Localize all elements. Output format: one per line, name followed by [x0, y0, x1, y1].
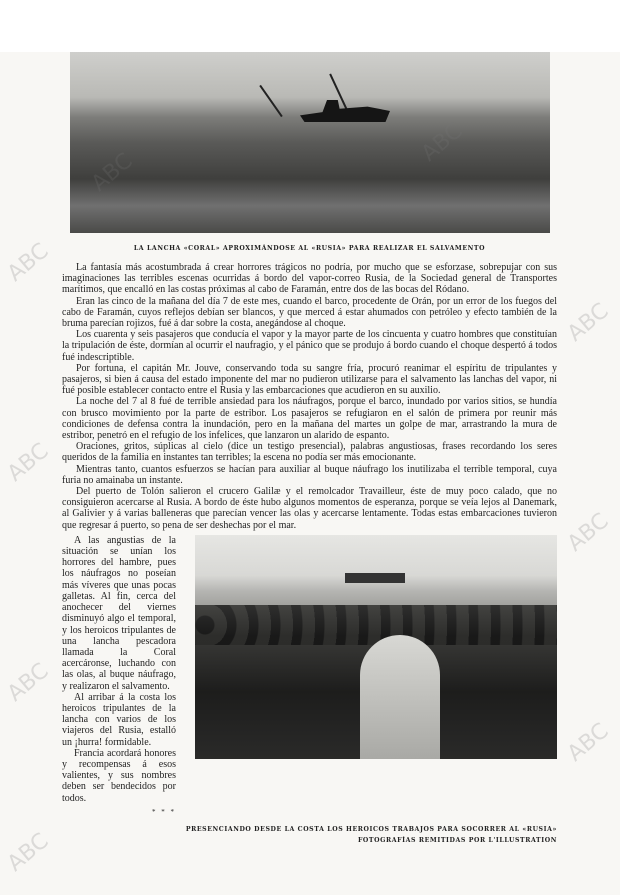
- paragraph: Del puerto de Tolón salieron el crucero Galilæ y el remolcador Travailleur, éste de muy poco calado, que no consiguieron acercarse al Rusia. A bordo de éste hubo algunos momentos de esperanza, porque se veía lejos al Danemark, al Galivier y á varias balleneras que parecían vencer las olas y acercarse lentamente. Todas estas embarcaciones tuvieron que regresar á puerto, so pena de ser deshechas por el mar.: [62, 486, 557, 531]
- watermark: ABC: [416, 118, 468, 167]
- watermark: ABC: [562, 508, 614, 557]
- end-mark: * * *: [152, 807, 176, 816]
- caption-top-photo: LA LANCHA «CORAL» APROXIMÁNDOSE AL «RUSIA» PARA REALIZAR EL SALVAMENTO: [133, 245, 486, 252]
- paragraph: Mientras tanto, cuantos esfuerzos se hacían para auxiliar al buque náufrago los inutilizaba el terrible temporal, cuya furia no amainaba un instante.: [62, 463, 557, 486]
- photo-credit: FOTOGRAFÍAS REMITIDAS POR L'ILLUSTRATION: [357, 836, 557, 844]
- watermark: ABC: [2, 238, 54, 287]
- watermark: ABC: [2, 438, 54, 487]
- photo-crowd-on-coast: [195, 535, 557, 759]
- paragraph: Los cuarenta y seis pasajeros que conducía el vapor y la mayor parte de los cincuenta y cuatro hombres que constituían la tripulación de éste, dormían al ocurrir el naufragio, y el pánico que se produjo á bordo cuando el choque despertó á todos fué indescriptible.: [62, 329, 557, 363]
- paragraph: La fantasía más acostumbrada á crear horrores trágicos no podría, por mucho que se esforzase, sobrepujar con sus imaginaciones las terribles escenas ocurridas á bordo del vapor-correo Rusia, de la Sociedad general de Transportes marítimos, que encalló en las costas próximas al cabo de Faramán, entre dos de las bocas del Ródano.: [62, 262, 557, 296]
- watermark: ABC: [562, 718, 614, 767]
- paragraph: Por fortuna, el capitán Mr. Jouve, conservando toda su sangre fría, procuró reanimar el espíritu de tripulantes y pasajeros, si bien á causa del estado imponente del mar no pudieron utilizarse para el salvamento las lanchas del vapor, ni fué posible establecer contacto entre el Rusia y las embarcaciones que acudieron en su auxilio.: [62, 362, 557, 397]
- bottom-section: [62, 535, 557, 818]
- crowd: [195, 605, 557, 645]
- paragraph: Francia acordará honores y recompensas á esos valientes, y sus nombres deben ser bendecidos por todos.: [62, 747, 176, 804]
- newspaper-page: [0, 52, 620, 895]
- watermark: ABC: [2, 658, 54, 707]
- ship-mast: [259, 85, 282, 117]
- man-in-cap: [360, 635, 440, 759]
- shipwreck-silhouette: [345, 573, 405, 583]
- watermark: ABC: [2, 828, 54, 877]
- article-body: [62, 262, 557, 531]
- photo-lancha-coral-approaching-rusia: [70, 52, 550, 233]
- paragraph: Eran las cinco de la mañana del día 7 de este mes, cuando el barco, procedente de Orán, por un error de los fuegos del cabo de Faramán, cuyos reflejos debían ser blancos, y que merced á estar ahumados con petróleo y efecto también de la bruma parecían rojizos, fué á dar sobre la costa, anegándose al choque.: [62, 295, 557, 330]
- caption-bottom-photo: PRESENCIANDO DESDE LA COSTA LOS HEROICOS TRABAJOS PARA SOCORRER AL «RUSIA»: [185, 825, 557, 833]
- watermark: ABC: [562, 298, 614, 347]
- side-column: [62, 535, 176, 818]
- paragraph: Oraciones, gritos, súplicas al cielo (dice un testigo presencial), palabras angustiosas, frases recordando los seres queridos de la familia en instantes tan terribles; la escena no podía ser más emocionante.: [62, 441, 557, 464]
- paragraph: La noche del 7 al 8 fué de terrible ansiedad para los náufragos, porque el barco, inundado por varios sitios, se hundía con brusco movimiento por la parte de estribor. Los pasajeros se refugiaron en el salón de primera por reunir más condiciones de defensa contra la inundación, pero en la mañana del martes un golpe de mar, arrastrando la mura de estribor, penetró en el refugio de los infelices, que lanzaron un alarido de espanto.: [62, 396, 557, 442]
- paragraph: A las angustias de la situación se unían los horrores del hambre, pues los náufragos no poseían más víveres que unas pocas galletas. Al fin, cerca del anochecer del viernes disminuyó algo el temporal, y los heroicos tripulantes de una lancha pescadora llamada la Coral acercáronse, luchando con las olas, al buque náufrago, y realizaron el salvamento.: [62, 534, 176, 692]
- watermark: ABC: [86, 148, 138, 197]
- paragraph: Al arribar á la costa los heroicos tripulantes de la lancha con varios de los viajeros del Rusia, estalló un ¡hurra! formidable.: [62, 691, 176, 748]
